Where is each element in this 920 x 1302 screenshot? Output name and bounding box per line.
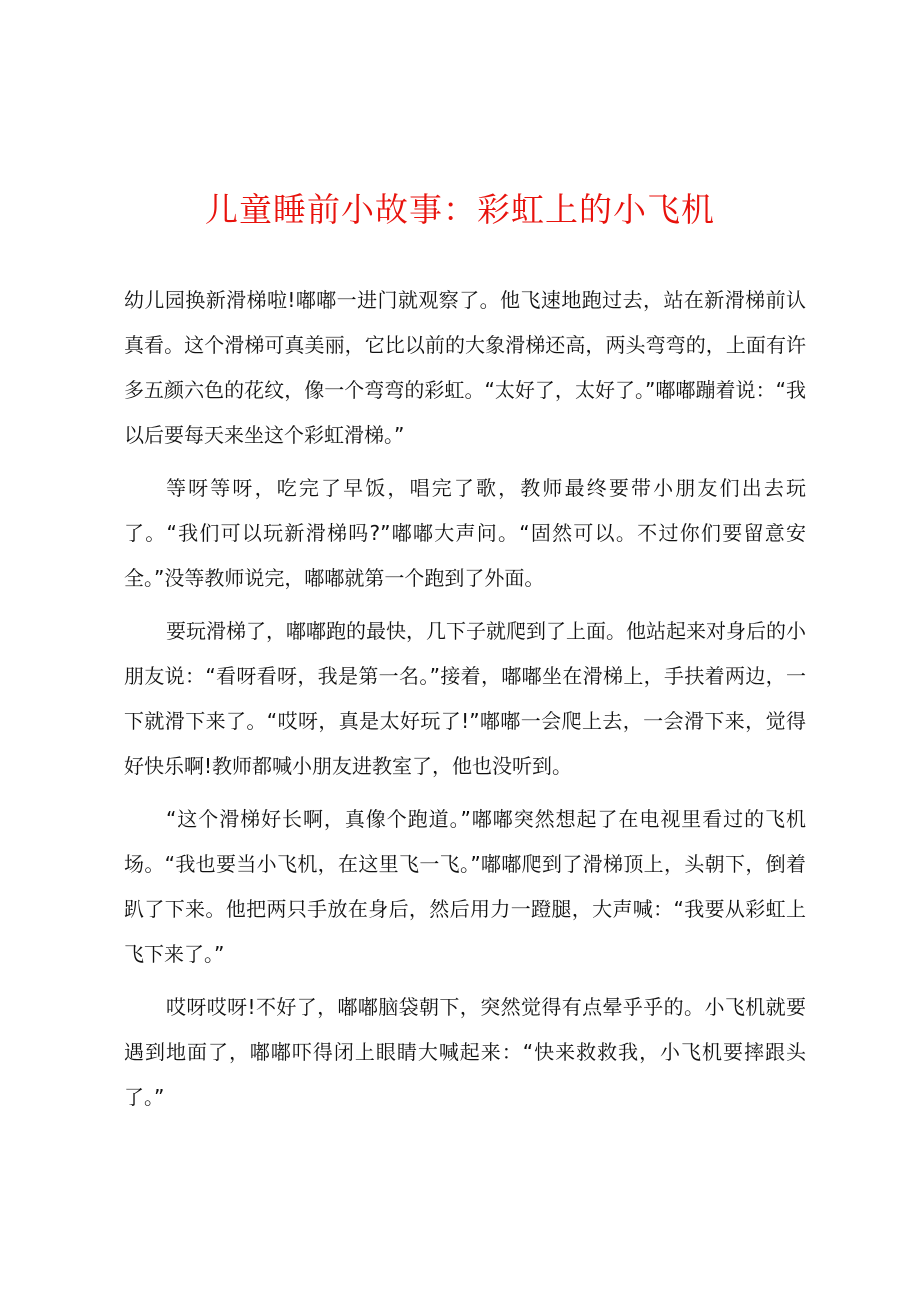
page-title: 儿童睡前小故事：彩虹上的小飞机	[205, 190, 715, 229]
story-paragraph-5: 哎呀哎呀!不好了，嘟嘟脑袋朝下，突然觉得有点晕乎乎的。小飞机就要遇到地面了，嘟嘟吓得闭上眼睛大喊起来：“快来救救我，小飞机要摔跟头了。”	[124, 995, 806, 1109]
story-paragraph-2: 等呀等呀，吃完了早饭，唱完了歌，教师最终要带小朋友们出去玩了。“我们可以玩新滑梯吗?”嘟嘟大声问。“固然可以。不过你们要留意安全。”没等教师说完，嘟嘟就第一个跑到了外面。	[124, 476, 806, 590]
story-paragraph-1: 幼儿园换新滑梯啦!嘟嘟一进门就观察了。他飞速地跑过去，站在新滑梯前认真看。这个滑梯可真美丽，它比以前的大象滑梯还高，两头弯弯的，上面有许多五颜六色的花纹，像一个弯弯的彩虹。“太好了，太好了。”嘟嘟蹦着说：“我以后要每天来坐这个彩虹滑梯。”	[124, 288, 806, 447]
story-paragraph-4: “这个滑梯好长啊，真像个跑道。”嘟嘟突然想起了在电视里看过的飞机场。“我也要当小飞机，在这里飞一飞。”嘟嘟爬到了滑梯顶上，头朝下，倒着趴了下来。他把两只手放在身后，然后用力一蹬腿，大声喊：“我要从彩虹上飞下来了。”	[124, 807, 806, 966]
story-paragraph-3: 要玩滑梯了，嘟嘟跑的最快，几下子就爬到了上面。他站起来对身后的小朋友说：“看呀看呀，我是第一名。”接着，嘟嘟坐在滑梯上，手扶着两边，一下就滑下来了。“哎呀，真是太好玩了!”嘟嘟一会爬上去，一会滑下来，觉得好快乐啊!教师都喊小朋友进教室了，他也没听到。	[124, 619, 806, 778]
story-body	[124, 278, 806, 1128]
